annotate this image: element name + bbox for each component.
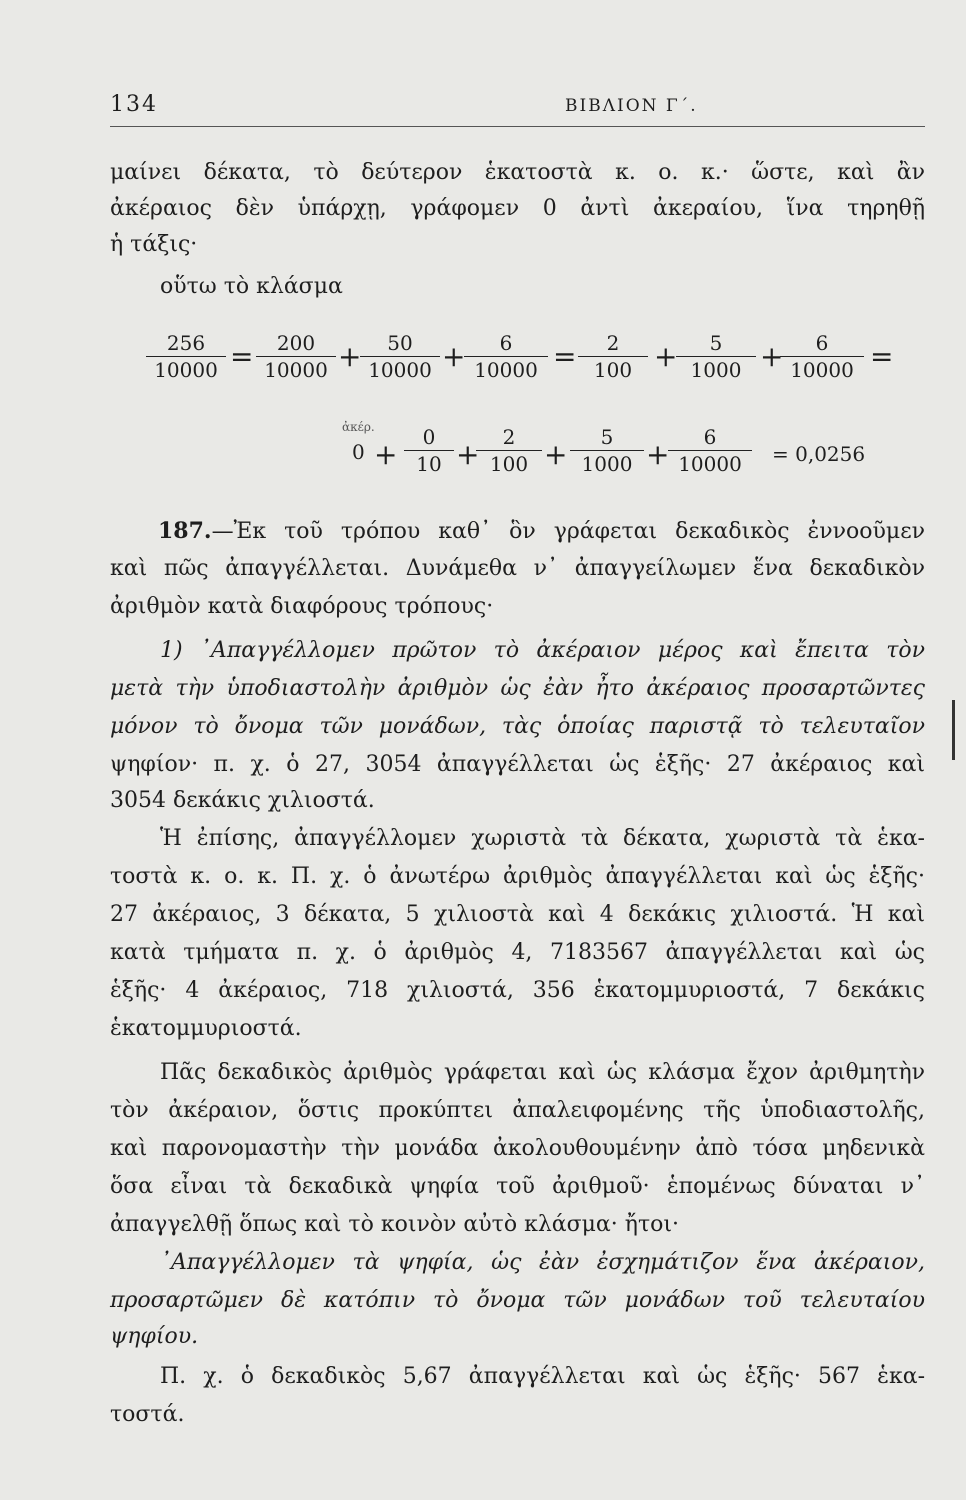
text-line: ψηφίου. <box>110 1324 199 1349</box>
text-line: ὅσα εἶναι τὰ δεκαδικὰ ψηφία τοῦ ἀριθμοῦ· ἑπομένως δύναται ν᾽ <box>110 1174 925 1199</box>
operator: = <box>230 340 254 373</box>
page-header <box>110 86 925 127</box>
section-number: 187. <box>158 518 212 544</box>
text-line: μαίνει δέκατα, τὸ δεύτερον ἑκατοστὰ κ. ο. κ.· ὥστε, καὶ ἂν <box>110 160 925 185</box>
fraction: 200 10000 <box>256 330 336 383</box>
operator: + <box>646 438 670 471</box>
text-line: μετὰ τὴν ὑποδιαστολὴν ἀριθμὸν ὡς ἐὰν ἦτο ἀκέραιος προσαρτῶντες <box>110 676 925 701</box>
text-line: Π. χ. ὁ δεκαδικὸς 5,67 ἀπαγγέλλεται καὶ ὡς ἑξῆς· 567 ἑκα- <box>160 1364 925 1389</box>
text-line: τοστὰ κ. ο. κ. Π. χ. ὁ ἀνωτέρω ἀριθμὸς ἀπαγγέλλεται καὶ ὡς ἑξῆς· <box>110 864 925 889</box>
text-line: Ἡ ἐπίσης, ἀπαγγέλλομεν χωριστὰ τὰ δέκατα, χωριστὰ τὰ ἑκα- <box>160 826 925 851</box>
operator: + <box>442 340 466 373</box>
text-line: καὶ παρονομαστὴν τὴν μονάδα ἀκολουθουμένην ἀπὸ τόσα μηδενικὰ <box>110 1136 925 1161</box>
text-line: ᾿Απαγγέλλομεν τὰ ψηφία, ὡς ἐὰν ἐσχημάτιζον ἕνα ἀκέραιον, <box>160 1250 925 1275</box>
text-line: 27 ἀκέραιος, 3 δέκατα, 5 χιλιοστὰ καὶ 4 δεκάκις χιλιοστά. Ἡ καὶ <box>110 902 925 927</box>
page-number: 134 <box>110 92 158 117</box>
operator: + <box>456 438 480 471</box>
fraction: 2 100 <box>476 424 542 477</box>
text-line: 3054 δεκάκις χιλιοστά. <box>110 788 375 813</box>
operator: = <box>553 340 577 373</box>
text-line: τὸν ἀκέραιον, ὅστις προκύπτει ἀπαλειφομένης τῆς ὑποδιαστολῆς, <box>110 1098 925 1123</box>
text-line: ἀκέραιος δὲν ὑπάρχῃ, γράφομεν 0 ἀντὶ ἀκεραίου, ἵνα τηρηθῇ <box>110 196 925 221</box>
text-line: οὕτω τὸ κλάσμα <box>160 274 343 299</box>
text-line: ἀριθμὸν κατὰ διαφόρους τρόπους· <box>110 594 494 619</box>
fraction: 256 10000 <box>146 330 226 383</box>
fraction: 0 10 <box>404 424 454 477</box>
fraction: 5 1000 <box>676 330 756 383</box>
operator: + <box>654 340 678 373</box>
section-heading-line: 187.—Ἐκ τοῦ τρόπου καθ᾽ ὃν γράφεται δεκαδικὸς ἐννοοῦμεν <box>158 518 925 544</box>
text-line: προσαρτῶμεν δὲ κατόπιν τὸ ὄνομα τῶν μονάδων τοῦ τελευταίου <box>110 1288 925 1313</box>
text-line: ψηφίον· π. χ. ὁ 27, 3054 ἀπαγγέλλεται ὡς ἑξῆς· 27 ἀκέραιος καὶ <box>110 752 925 777</box>
text-line: ἑξῆς· 4 ἀκέραιος, 718 χιλιοστά, 356 ἑκατομμυριοστά, 7 δεκάκις <box>110 978 925 1003</box>
equation-result: = 0,0256 <box>772 442 866 466</box>
text-line: μόνον τὸ ὄνομα τῶν μονάδων, τὰς ὁποίας παριστᾷ τὸ τελευταῖον <box>110 714 925 739</box>
operator: = <box>870 340 894 373</box>
fraction: 50 10000 <box>360 330 440 383</box>
text-line: τοστά. <box>110 1402 185 1427</box>
text-line: ἡ τάξις· <box>110 232 198 257</box>
text-line: καὶ πῶς ἀπαγγέλλεται. Δυνάμεθα ν᾽ ἀπαγγείλωμεν ἕνα δεκαδικὸν <box>110 556 925 581</box>
fraction: 6 10000 <box>668 424 752 477</box>
margin-mark <box>952 700 955 760</box>
text-line: 1) ᾿Απαγγέλλομεν πρῶτον τὸ ἀκέραιον μέρος καὶ ἔπειτα τὸν <box>160 638 925 663</box>
text-line: κατὰ τμήματα π. χ. ὁ ἀριθμὸς 4, 7183567 ἀπαγγέλλεται καὶ ὡς <box>110 940 925 965</box>
text-line: ἑκατομμυριοστά. <box>110 1016 302 1041</box>
fraction: 2 100 <box>578 330 648 383</box>
operator: + <box>374 438 398 471</box>
running-title: ΒΙΒΛΙΟΝ Γ΄. <box>565 96 698 116</box>
lead-zero: 0 <box>352 440 365 464</box>
fraction: 6 10000 <box>464 330 548 383</box>
operator: + <box>760 340 784 373</box>
operator: + <box>338 340 362 373</box>
text-line: ἀπαγγελθῇ ὅπως καὶ τὸ κοινὸν αὐτὸ κλάσμα· ἤτοι· <box>110 1212 679 1237</box>
operator: + <box>544 438 568 471</box>
fraction: 5 1000 <box>570 424 644 477</box>
equation-label: ἀκέρ. <box>342 420 375 434</box>
text-line: Πᾶς δεκαδικὸς ἀριθμὸς γράφεται καὶ ὡς κλάσμα ἔχον ἀριθμητὴν <box>160 1060 925 1085</box>
fraction: 6 10000 <box>780 330 864 383</box>
